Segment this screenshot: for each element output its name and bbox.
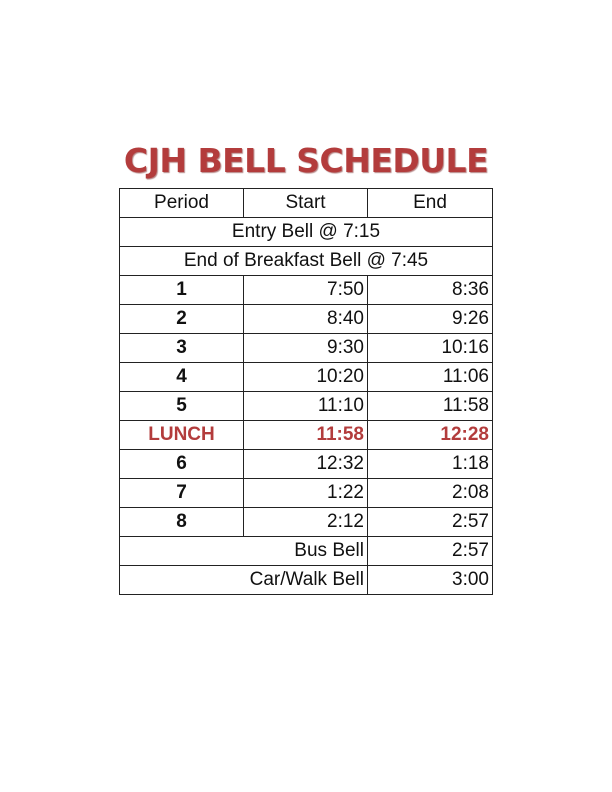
- lunch-row: [120, 421, 493, 450]
- end-time: 2:08: [368, 479, 493, 508]
- start-time: 9:30: [244, 334, 368, 363]
- bus-bell-label: Bus Bell: [120, 537, 368, 566]
- footer-row: [120, 537, 493, 566]
- period-label: 1: [120, 276, 244, 305]
- start-time: 1:22: [244, 479, 368, 508]
- column-header-start: Start: [244, 189, 368, 218]
- page-title: CJH BELL SCHEDULE: [123, 141, 489, 180]
- table-row: [120, 479, 493, 508]
- start-time: 11:10: [244, 392, 368, 421]
- period-label: 3: [120, 334, 244, 363]
- end-time: 1:18: [368, 450, 493, 479]
- period-label: 5: [120, 392, 244, 421]
- start-time: 2:12: [244, 508, 368, 537]
- table-row: [120, 334, 493, 363]
- bus-bell-time: 2:57: [368, 537, 493, 566]
- table-row: [120, 276, 493, 305]
- header-row: [120, 189, 493, 218]
- notice-row: [120, 218, 493, 247]
- period-label: 4: [120, 363, 244, 392]
- period-label: 6: [120, 450, 244, 479]
- period-label: 8: [120, 508, 244, 537]
- notice-row: [120, 247, 493, 276]
- end-time: 9:26: [368, 305, 493, 334]
- start-time: 12:32: [244, 450, 368, 479]
- column-header-period: Period: [120, 189, 244, 218]
- end-time: 8:36: [368, 276, 493, 305]
- table-row: [120, 450, 493, 479]
- car-walk-bell-time: 3:00: [368, 566, 493, 595]
- end-time: 11:06: [368, 363, 493, 392]
- table-row: [120, 363, 493, 392]
- table-row: [120, 508, 493, 537]
- period-label-lunch: LUNCH: [120, 421, 244, 450]
- table-row: [120, 305, 493, 334]
- bell-schedule-table: [119, 188, 493, 595]
- car-walk-bell-label: Car/Walk Bell: [120, 566, 368, 595]
- end-time: 11:58: [368, 392, 493, 421]
- end-time: 2:57: [368, 508, 493, 537]
- period-label: 7: [120, 479, 244, 508]
- column-header-end: End: [368, 189, 493, 218]
- start-time: 7:50: [244, 276, 368, 305]
- start-time: 10:20: [244, 363, 368, 392]
- period-label: 2: [120, 305, 244, 334]
- start-time: 8:40: [244, 305, 368, 334]
- entry-bell-notice: Entry Bell @ 7:15: [120, 218, 493, 247]
- footer-row: [120, 566, 493, 595]
- table-row: [120, 392, 493, 421]
- lunch-start-time: 11:58: [244, 421, 368, 450]
- end-time: 10:16: [368, 334, 493, 363]
- lunch-end-time: 12:28: [368, 421, 493, 450]
- breakfast-bell-notice: End of Breakfast Bell @ 7:45: [120, 247, 493, 276]
